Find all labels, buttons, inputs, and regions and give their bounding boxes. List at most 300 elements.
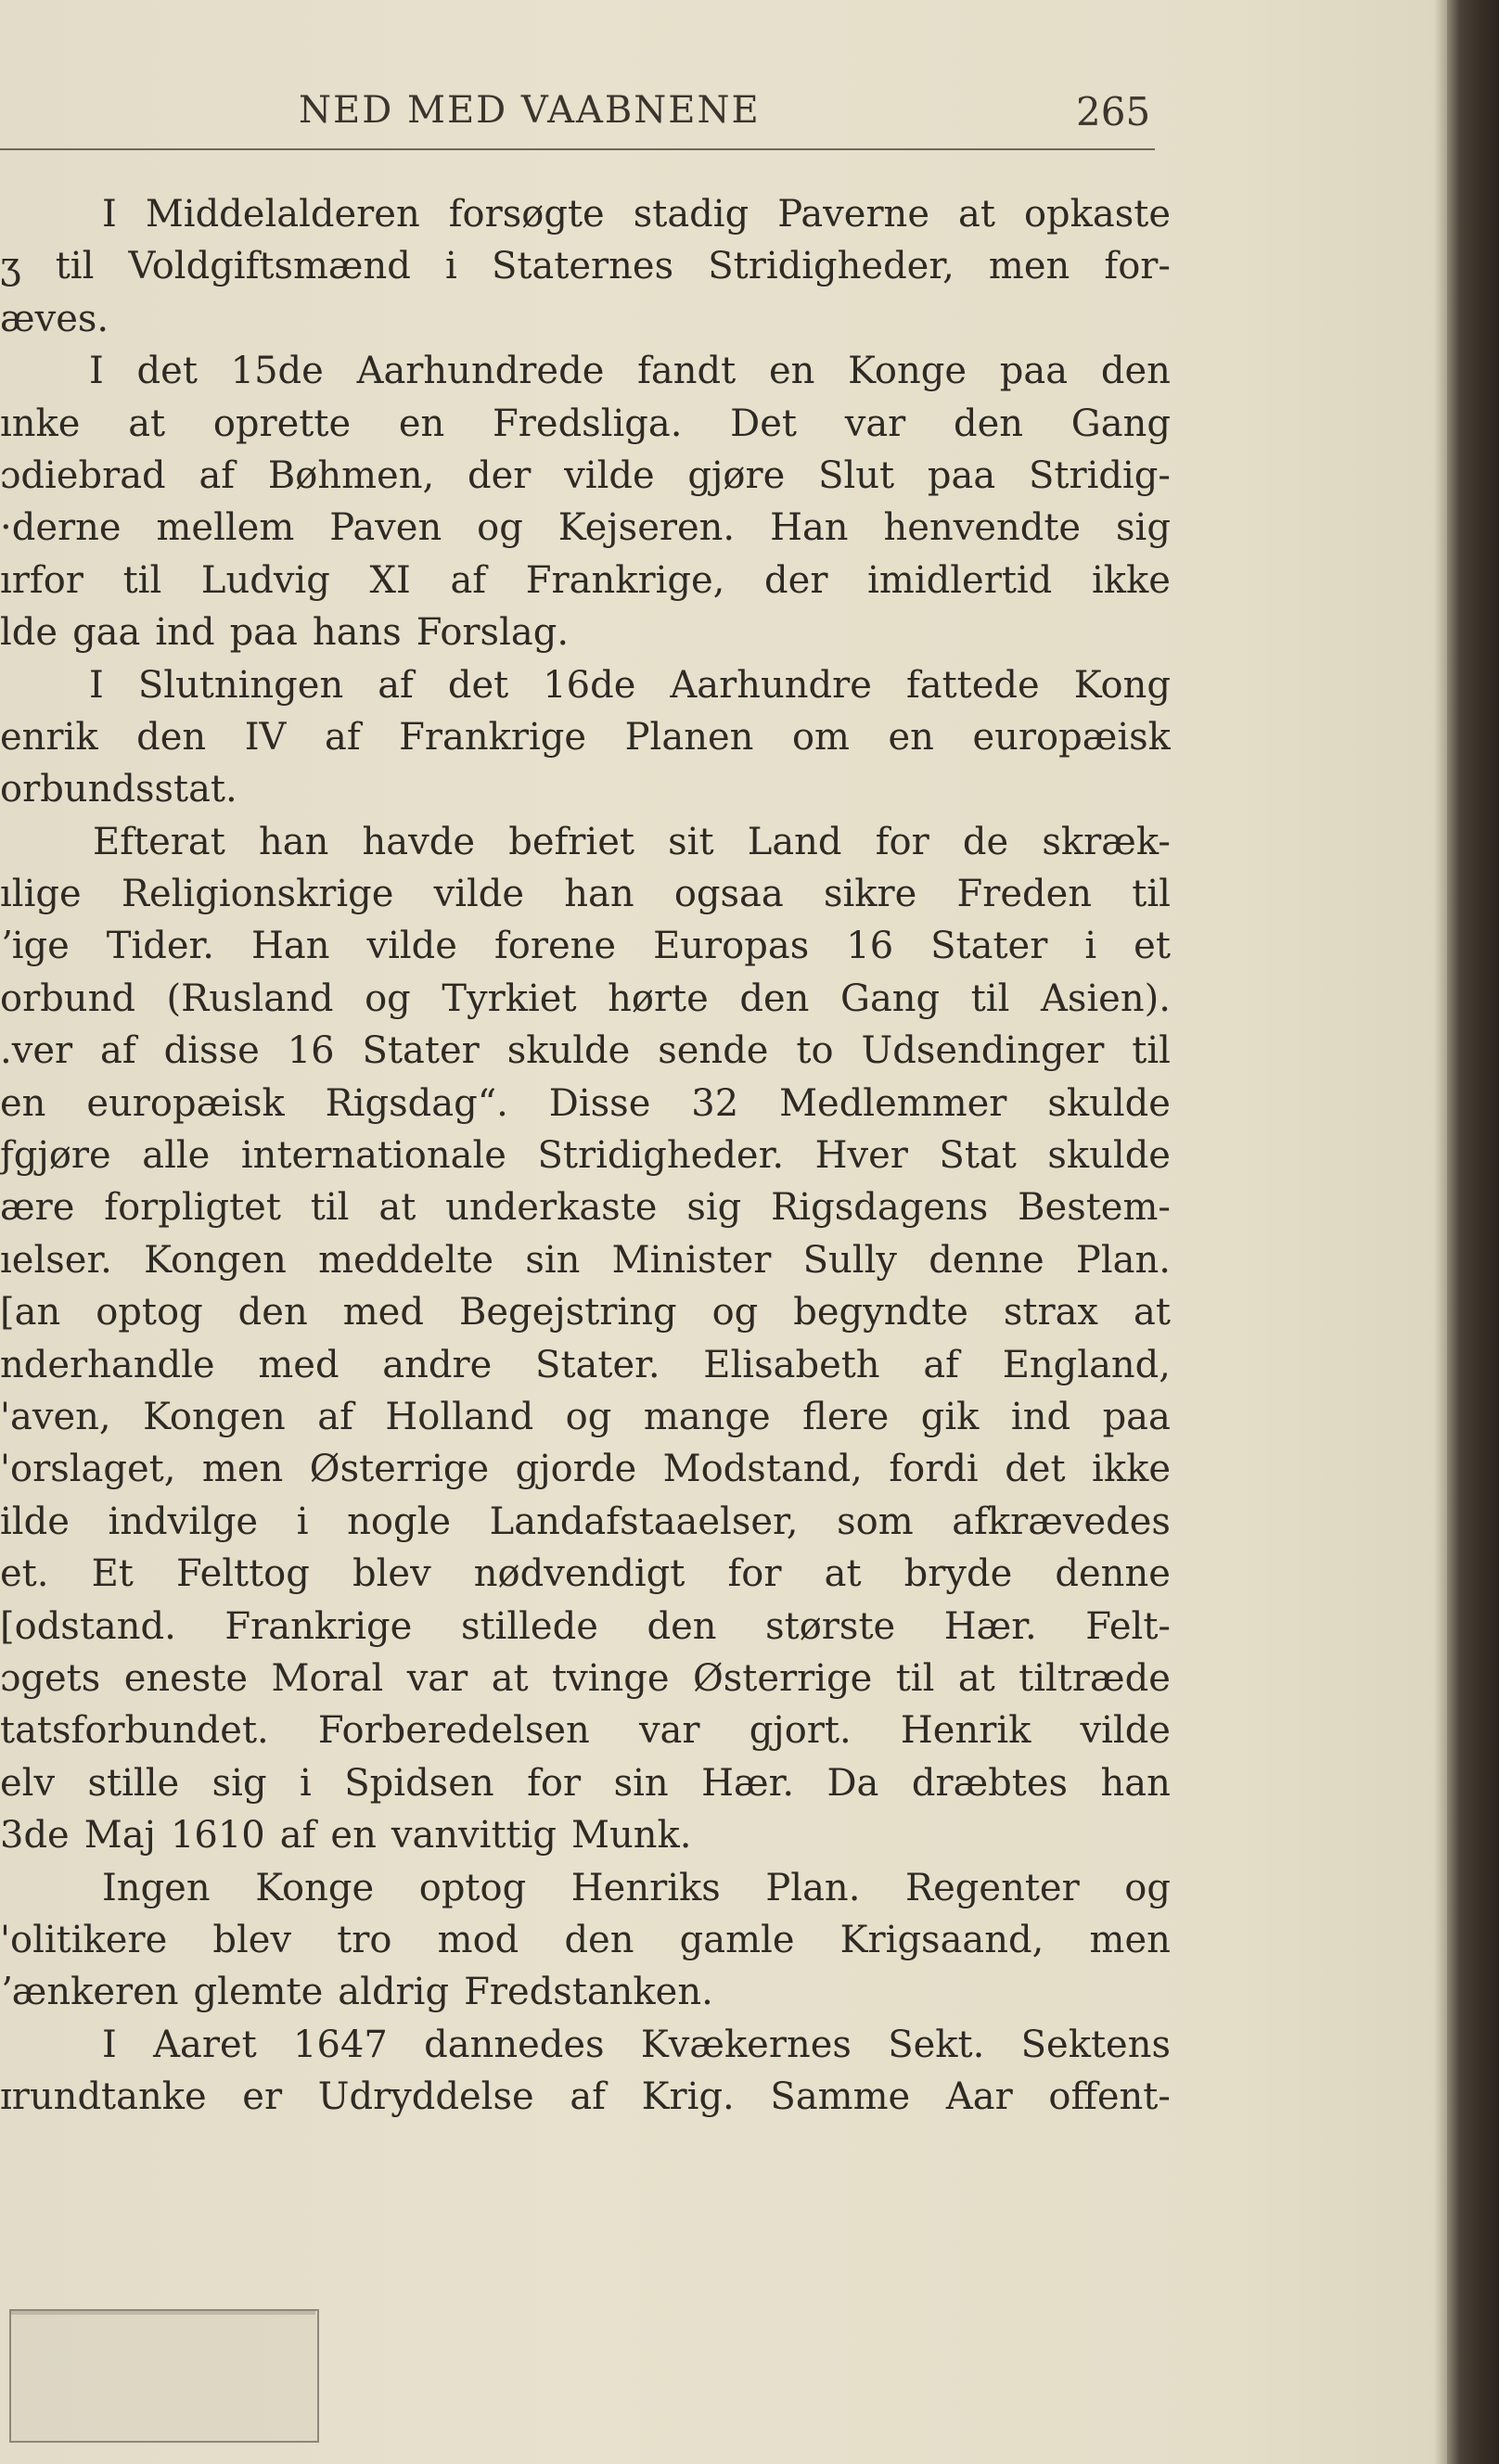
word: lde xyxy=(0,611,58,655)
word: .ver xyxy=(0,1029,73,1073)
word: vilde xyxy=(1080,1709,1171,1753)
word: Stridigheder. xyxy=(537,1134,785,1178)
word: Østerrige xyxy=(309,1448,490,1491)
word: gjorde xyxy=(515,1448,637,1491)
word: offent- xyxy=(1048,2075,1171,2119)
word: Hver xyxy=(814,1134,908,1178)
word: vanvittig xyxy=(391,1814,557,1858)
word: Land xyxy=(747,820,842,863)
word: ıelser. xyxy=(0,1238,112,1282)
word: han xyxy=(564,873,634,916)
word: den xyxy=(647,1604,717,1648)
word: ikke xyxy=(1091,558,1171,602)
word: for xyxy=(727,1552,782,1596)
word: forpligtet xyxy=(104,1186,281,1230)
word: Kejseren. xyxy=(557,506,736,550)
word: Stater xyxy=(362,1029,480,1073)
word: ırfor xyxy=(0,558,83,602)
word: Landafstaaelser, xyxy=(489,1500,799,1543)
word: Forslag. xyxy=(416,611,570,655)
body-text xyxy=(0,188,1171,2123)
word: fandt xyxy=(637,350,737,393)
word: hans xyxy=(312,611,402,655)
word: men xyxy=(1089,1918,1171,1961)
text-line xyxy=(0,1025,1171,1077)
word: til xyxy=(1132,873,1171,916)
word: ogsaa xyxy=(673,873,784,916)
word: glemte xyxy=(193,1971,324,2014)
word: 1647 xyxy=(293,2023,388,2066)
word: begyndte xyxy=(793,1291,968,1334)
word: til xyxy=(55,245,95,288)
text-line xyxy=(0,1078,1171,1130)
text-line xyxy=(0,816,1171,868)
word: i xyxy=(1084,925,1097,968)
word: skræk- xyxy=(1042,820,1171,863)
word: et xyxy=(1134,925,1171,968)
word: 15de xyxy=(230,350,324,393)
word: Gang xyxy=(1070,402,1171,445)
word: tvinge xyxy=(552,1656,670,1700)
header-rule xyxy=(0,148,1155,150)
word: Fredsliga. xyxy=(493,402,683,445)
word: Disse xyxy=(548,1081,651,1125)
word: ɔdiebrad xyxy=(0,453,166,497)
word: at xyxy=(128,402,166,445)
word: Henriks xyxy=(570,1866,721,1909)
word: Konge xyxy=(255,1866,375,1909)
text-line xyxy=(0,920,1171,972)
word: befriet xyxy=(508,820,634,863)
word: Sully xyxy=(802,1238,897,1282)
word: største xyxy=(765,1604,896,1648)
word: Europas xyxy=(653,925,810,968)
word: disse xyxy=(163,1029,260,1073)
word: Aar xyxy=(945,2075,1013,2119)
word: Asien). xyxy=(1040,977,1171,1020)
word: sende xyxy=(658,1029,769,1073)
page-number: 265 xyxy=(1076,89,1151,134)
word: Sektens xyxy=(1020,2023,1171,2066)
word: Sekt. xyxy=(888,2023,985,2066)
text-line xyxy=(0,973,1171,1025)
word: af xyxy=(923,1343,959,1386)
word: paa xyxy=(1102,1395,1171,1438)
word: Munk. xyxy=(571,1814,692,1858)
word: I xyxy=(102,2023,117,2066)
word: til xyxy=(970,977,1010,1020)
word: [an xyxy=(0,1291,61,1334)
text-line xyxy=(0,1130,1171,1181)
word: stadig xyxy=(633,193,750,236)
text-line xyxy=(0,1914,1171,1966)
word: Østerrige xyxy=(692,1656,873,1700)
word: og xyxy=(711,1291,759,1334)
text-line xyxy=(0,240,1171,292)
text-line xyxy=(0,293,1171,345)
word: Aaret xyxy=(153,2023,257,2066)
word: for- xyxy=(1104,245,1171,288)
word: Konge xyxy=(848,350,967,393)
word: den xyxy=(237,1291,308,1334)
word: Hær. xyxy=(701,1761,795,1805)
word: internationale xyxy=(240,1134,506,1178)
word: strax xyxy=(1003,1291,1098,1334)
text-line xyxy=(0,1286,1171,1338)
word: optog xyxy=(96,1291,203,1334)
word: i xyxy=(296,1500,309,1543)
word: England, xyxy=(1002,1343,1171,1386)
word: afkrævedes xyxy=(952,1500,1171,1543)
text-line xyxy=(0,398,1171,450)
word: opkaste xyxy=(1023,193,1171,236)
word: I xyxy=(89,350,104,393)
word: af xyxy=(317,1395,353,1438)
word: den xyxy=(564,1918,634,1961)
word: denne xyxy=(1055,1552,1171,1596)
word: ·derne xyxy=(0,506,122,550)
word: Et xyxy=(91,1552,134,1596)
word: Hær. xyxy=(943,1604,1037,1648)
word: Staternes xyxy=(491,245,674,288)
text-line xyxy=(0,450,1171,502)
text-line xyxy=(0,763,1171,815)
word: aldrig xyxy=(338,1971,450,2014)
text-line xyxy=(0,1653,1171,1704)
word: 16de xyxy=(543,663,636,707)
text-line xyxy=(0,1181,1171,1233)
word: Kongen xyxy=(144,1238,287,1282)
word: af xyxy=(100,1029,136,1073)
text-line xyxy=(0,555,1171,606)
word: Frankrige, xyxy=(525,558,725,602)
word: der xyxy=(764,558,828,602)
word: ɪrundtanke xyxy=(0,2075,207,2119)
word: der xyxy=(467,453,532,497)
word: nderhandle xyxy=(0,1343,215,1386)
word: alle xyxy=(142,1134,211,1178)
word: Regenter xyxy=(905,1866,1080,1909)
word: Minister xyxy=(611,1238,772,1282)
word: Udsendinger xyxy=(861,1029,1105,1073)
word: Efterat xyxy=(93,820,225,863)
text-line xyxy=(0,868,1171,920)
word: europæisk xyxy=(86,1081,285,1125)
word: blev xyxy=(352,1552,431,1596)
word: og xyxy=(365,977,411,1020)
word: Frankrige xyxy=(224,1604,413,1648)
word: at xyxy=(958,193,995,236)
word: Han xyxy=(770,506,849,550)
word: Da xyxy=(826,1761,879,1805)
word: for xyxy=(527,1761,582,1805)
word: til xyxy=(895,1656,935,1700)
word: mange xyxy=(643,1395,771,1438)
word: ınke xyxy=(0,402,81,445)
word: ƒgjøre xyxy=(0,1134,111,1178)
word: henvendte xyxy=(883,506,1082,550)
word: Middelalderen xyxy=(145,193,420,236)
word: Slut xyxy=(818,453,895,497)
word: Medlemmer xyxy=(779,1081,1007,1125)
label-box-top-edge xyxy=(9,2309,315,2315)
word: og xyxy=(1124,1866,1171,1909)
word: sig xyxy=(1116,506,1171,550)
word: flere xyxy=(802,1395,890,1438)
word: elv xyxy=(0,1761,56,1805)
word: Maj xyxy=(83,1814,156,1858)
word: gamle xyxy=(679,1918,795,1961)
word: 3de xyxy=(0,1814,70,1858)
word: Bestem- xyxy=(1018,1186,1171,1230)
word: orbundsstat. xyxy=(0,768,237,811)
word: Moral xyxy=(271,1656,384,1700)
word: Paverne xyxy=(777,193,929,236)
word: af xyxy=(450,558,487,602)
word: Rigsdagens xyxy=(771,1186,989,1230)
word: til xyxy=(122,558,162,602)
word: XI xyxy=(369,558,411,602)
word: sig xyxy=(686,1186,742,1230)
word: indvilge xyxy=(108,1500,259,1543)
word: Stater xyxy=(930,925,1048,968)
word: nogle xyxy=(347,1500,452,1543)
text-line xyxy=(0,2019,1171,2071)
word: Begejstring xyxy=(458,1291,677,1334)
word: den xyxy=(136,715,207,759)
text-line xyxy=(0,1862,1171,1914)
word: Stat xyxy=(939,1134,1017,1178)
word: [odstand. xyxy=(0,1604,176,1648)
word: de xyxy=(962,820,1009,863)
word: bryde xyxy=(903,1552,1013,1596)
word: havde xyxy=(362,820,476,863)
word: den xyxy=(954,402,1024,445)
word: i xyxy=(445,245,457,288)
text-line xyxy=(0,1234,1171,1286)
word: Slutningen xyxy=(137,663,344,707)
word: Elisabeth xyxy=(703,1343,880,1386)
word: Voldgiftsmænd xyxy=(128,245,411,288)
word: Stater. xyxy=(535,1343,660,1386)
word: en xyxy=(398,402,445,445)
word: I xyxy=(89,663,104,707)
word: dannedes xyxy=(424,2023,605,2066)
word: af xyxy=(570,2075,606,2119)
word: en xyxy=(0,1081,46,1125)
word: Bøhmen, xyxy=(267,453,435,497)
word: Aarhundrede xyxy=(356,350,605,393)
word: enrik xyxy=(0,715,98,759)
word: Forberedelsen xyxy=(317,1709,590,1753)
word: forsøgte xyxy=(448,193,605,236)
word: med xyxy=(258,1343,340,1386)
word: vilde xyxy=(366,925,457,968)
text-line xyxy=(0,711,1171,763)
word: Kongen xyxy=(143,1395,286,1438)
word: denne xyxy=(929,1238,1044,1282)
word: 'orslaget, xyxy=(0,1448,176,1491)
word: af xyxy=(324,715,361,759)
word: forene xyxy=(493,925,617,968)
text-line xyxy=(0,1339,1171,1391)
word: Ludvig xyxy=(200,558,330,602)
word: Aarhundre xyxy=(670,663,872,707)
word: (Rusland xyxy=(166,977,334,1020)
word: men xyxy=(988,245,1070,288)
word: han xyxy=(1100,1761,1171,1805)
text-line xyxy=(0,606,1171,658)
word: ind xyxy=(1010,1395,1071,1438)
word: imidlertid xyxy=(867,558,1053,602)
word: for xyxy=(875,820,929,863)
word: det xyxy=(447,663,509,707)
word: om xyxy=(791,715,850,759)
word: fordi xyxy=(889,1448,979,1491)
word: IV xyxy=(244,715,287,759)
word: Tyrkiet xyxy=(442,977,577,1020)
word: Udryddelse xyxy=(317,2075,534,2119)
word: det xyxy=(136,350,198,393)
word: i xyxy=(300,1761,312,1805)
text-line xyxy=(0,1548,1171,1600)
word: Felt- xyxy=(1085,1604,1171,1648)
word: en xyxy=(768,350,815,393)
word: at xyxy=(491,1656,529,1700)
word: gjort. xyxy=(749,1709,852,1753)
word: Gang xyxy=(839,977,941,1020)
word: Stridig- xyxy=(1029,453,1171,497)
word: ilde xyxy=(0,1500,70,1543)
word: Han xyxy=(251,925,330,968)
text-line xyxy=(0,1601,1171,1653)
word: Spidsen xyxy=(344,1761,494,1805)
word: en xyxy=(888,715,934,759)
library-label-box xyxy=(9,2309,319,2443)
word: andre xyxy=(382,1343,493,1386)
word: meddelte xyxy=(318,1238,494,1282)
word: to xyxy=(796,1029,834,1073)
text-line xyxy=(0,2071,1171,2123)
word: blev xyxy=(212,1918,292,1961)
word: en xyxy=(330,1814,377,1858)
text-line xyxy=(0,1496,1171,1548)
word: det xyxy=(1005,1448,1066,1491)
word: Felttog xyxy=(176,1552,310,1596)
word: Tider. xyxy=(106,925,214,968)
word: skulde xyxy=(506,1029,631,1073)
word: paa xyxy=(999,350,1069,393)
word: den xyxy=(739,977,810,1020)
word: af xyxy=(199,453,236,497)
word: nødvendigt xyxy=(473,1552,685,1596)
word: ind xyxy=(155,611,215,655)
word: 16 xyxy=(287,1029,335,1073)
word: ikke xyxy=(1092,1448,1171,1491)
word: fattede xyxy=(905,663,1040,707)
text-line xyxy=(0,1966,1171,2018)
word: gjøre xyxy=(687,453,786,497)
word: mod xyxy=(437,1918,519,1961)
word: Henrik xyxy=(900,1709,1031,1753)
word: underkaste xyxy=(445,1186,658,1230)
word: stille xyxy=(87,1761,180,1805)
word: var xyxy=(844,402,906,445)
word: vilde xyxy=(433,873,525,916)
text-line xyxy=(0,502,1171,554)
word: oprette xyxy=(212,402,352,445)
word: Holland xyxy=(385,1395,534,1438)
word: skulde xyxy=(1047,1081,1171,1125)
word: dræbtes xyxy=(911,1761,1069,1805)
word: ʒ xyxy=(0,245,21,288)
word: Kvækernes xyxy=(640,2023,852,2066)
word: paa xyxy=(229,611,298,655)
word: Samme xyxy=(770,2075,911,2119)
book-spine xyxy=(1447,0,1499,2464)
word: ære xyxy=(0,1186,75,1230)
word: Krigsaand, xyxy=(839,1918,1044,1961)
word: æves. xyxy=(0,297,109,340)
text-line xyxy=(0,1809,1171,1861)
word: Rigsdag“. xyxy=(325,1081,508,1125)
word: ılige xyxy=(0,873,82,916)
word: og xyxy=(565,1395,612,1438)
word: tatsforbundet. xyxy=(0,1709,269,1753)
text-line xyxy=(0,659,1171,711)
word: Modstand, xyxy=(662,1448,863,1491)
word: Plan. xyxy=(765,1866,861,1909)
word: var xyxy=(406,1656,468,1700)
word: vilde xyxy=(564,453,655,497)
word: orbund xyxy=(0,977,135,1020)
word: at xyxy=(1134,1291,1171,1334)
word: er xyxy=(242,2075,283,2119)
word: 'olitikere xyxy=(0,1918,168,1961)
text-line xyxy=(0,188,1171,240)
word: til xyxy=(1132,1029,1171,1073)
word: paa xyxy=(927,453,996,497)
word: at xyxy=(378,1186,416,1230)
word: skulde xyxy=(1047,1134,1171,1178)
word: gik xyxy=(920,1395,980,1438)
word: tro xyxy=(337,1918,392,1961)
word: Krig. xyxy=(641,2075,735,2119)
word: Fredstanken. xyxy=(464,1971,713,2014)
word: europæisk xyxy=(972,715,1171,759)
word: til xyxy=(310,1186,350,1230)
text-line xyxy=(0,1757,1171,1809)
word: 16 xyxy=(846,925,894,968)
word: hørte xyxy=(608,977,709,1020)
word: eneste xyxy=(123,1656,249,1700)
text-line xyxy=(0,1391,1171,1443)
word: Ingen xyxy=(102,1866,211,1909)
word: sikre xyxy=(823,873,917,916)
word: Frankrige xyxy=(399,715,587,759)
page-gutter-shadow xyxy=(1434,0,1447,2464)
word: 1610 xyxy=(170,1814,265,1858)
word: tiltræde xyxy=(1019,1656,1171,1700)
word: Paven xyxy=(329,506,442,550)
word: sin xyxy=(525,1238,581,1282)
word: som xyxy=(837,1500,914,1543)
word: gaa xyxy=(72,611,141,655)
word: Stridigheder, xyxy=(708,245,954,288)
word: stillede xyxy=(460,1604,598,1648)
word: ʼænkeren xyxy=(0,1971,179,2014)
word: Det xyxy=(730,402,797,445)
